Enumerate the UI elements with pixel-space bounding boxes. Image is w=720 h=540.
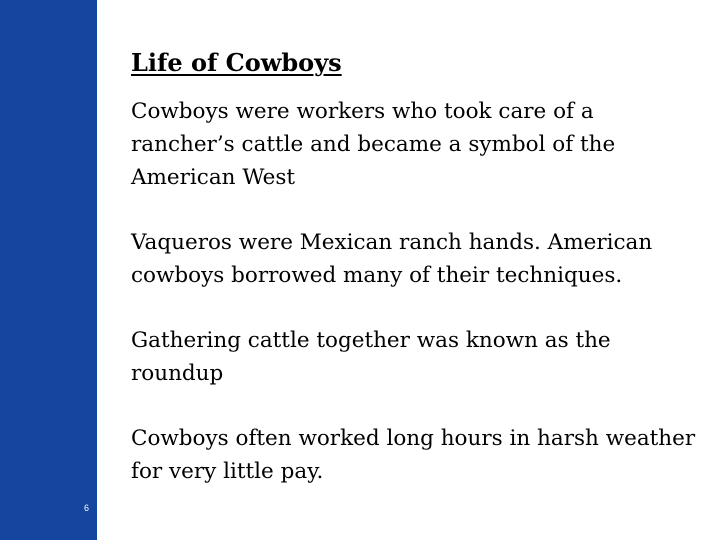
paragraph-working-conditions: Cowboys often worked long hours in harsh weather for very little pay. <box>131 426 696 484</box>
paragraph-roundup: Gathering cattle together was known as the roundup <box>131 328 611 386</box>
paragraph-vaqueros: Vaqueros were Mexican ranch hands. American cowboys borrowed many of their techniques. <box>131 230 653 288</box>
slide-number: 6 <box>84 503 90 513</box>
left-accent-bar <box>0 0 97 540</box>
slide-title: Life of Cowboys <box>131 48 342 77</box>
paragraph-cowboys-definition: Cowboys were workers who took care of a rancher’s cattle and became a symbol of the American West <box>131 99 616 190</box>
slide-body <box>131 95 701 488</box>
